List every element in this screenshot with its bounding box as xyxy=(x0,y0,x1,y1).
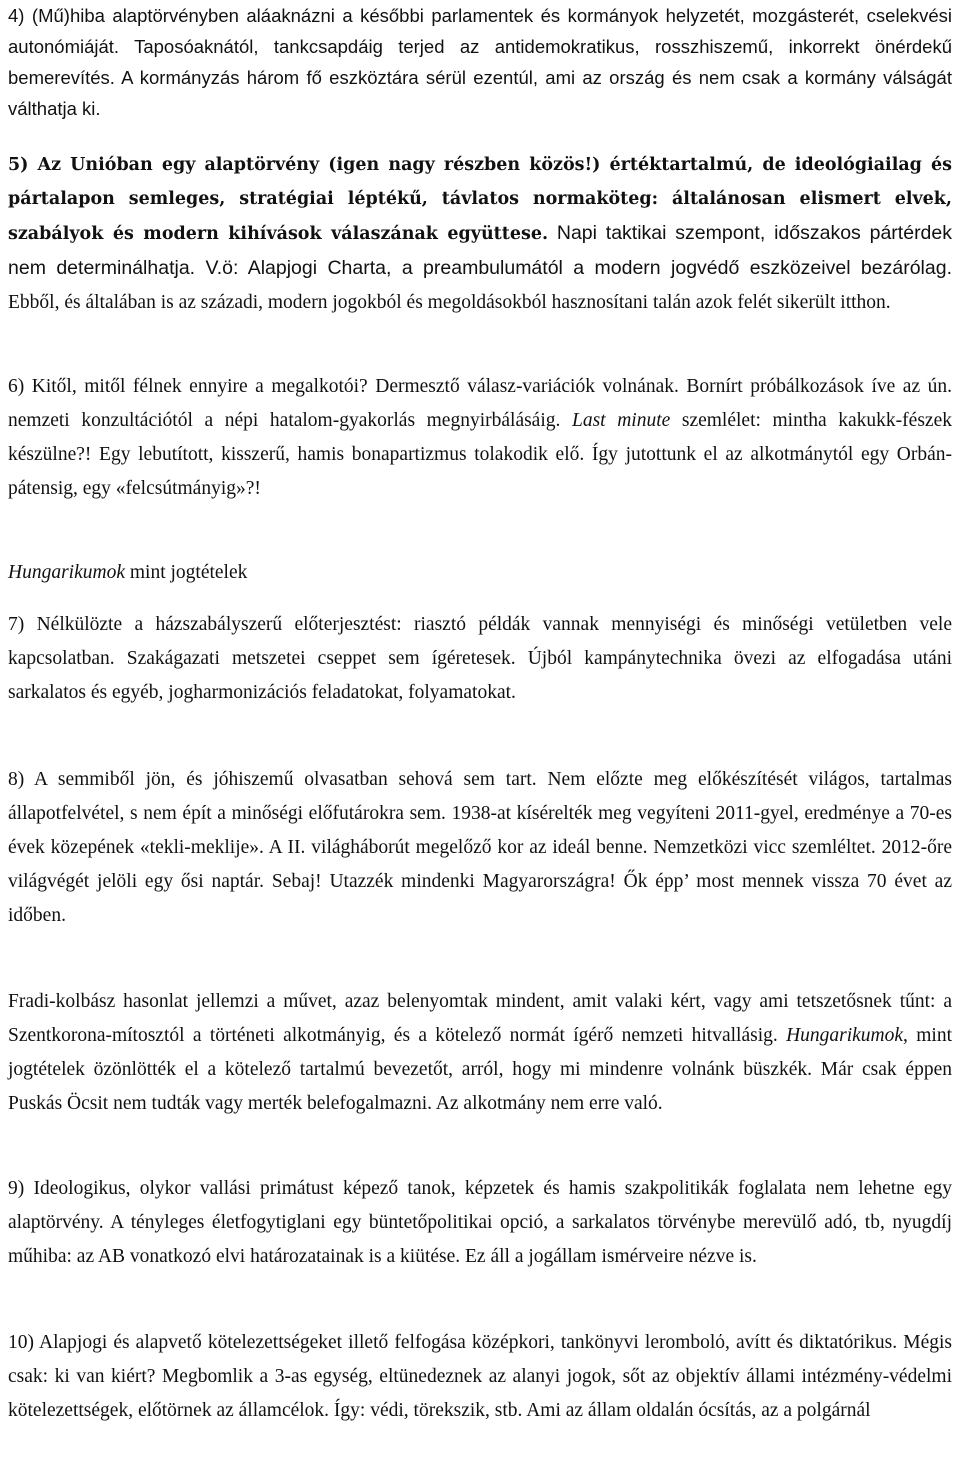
paragraph-7: 7) Nélkülözte a házszabályszerű előterjesztést: riasztó példák vannak mennyiségi és minőségi vetületben vele kapcsolatban. Szakágazati metszetei cseppet sem ígéretesek. Újból kampánytechnika övezi az elfogadása utáni sarkalatos és egyéb, jogharmonizációs feladatokat, folyamatokat. xyxy=(8,614,952,703)
paragraph-8: 8) A semmiből jön, és jóhiszemű olvasatban sehová sem tart. Nem előzte meg előkészítését világos, tartalmas állapotfelvétel, s nem épít a minőségi előfutárokra sem. 1938-at kísérelték meg vegyíteni 2011-gyel, eredménye a 70-es évek közepének «tekli-meklije». A II. világháborút megelőző kor az ideál benne. Nemzetközi vicc szemléltet. 2012-őre világvégét jelöli egy ősi naptár. Sebaj! Utazzék mindenki Magyarországra! Ők épp’ most mennek vissza 70 évet az időben. xyxy=(8,769,952,926)
section-heading-hungarikumok xyxy=(8,556,952,590)
paragraph-6 xyxy=(8,370,952,506)
paragraph-5-rest: Napi taktikai szempont, időszakos pártérdek nem determinálhatja. V.ö: Alapjogi Charta, a preambulumától a modern jogvédő eszközeivel bezárólag. xyxy=(8,222,952,279)
heading-italic: Hungarikumok xyxy=(8,562,125,583)
paragraph-5-bold: 5) Az Unióban egy alaptörvény (igen nagy részben közös!) értéktartalmú, de ideológiailag és pártalapon semleges, stratégiai léptékű, távlatos normaköteg: általánosan elismert elvek, szabályok és modern kihívások válaszának együttese. xyxy=(8,155,952,244)
paragraph-fradi-b: , mint jogtételek özönlötték el a kötelező tartalmú bevezetőt, arról, hogy mi mindenre volnánk büszkék. Már csak éppen Puskás Öcsit nem tudták vagy merték belefogalmazni. Az alkotmány nem erre való. xyxy=(8,1025,952,1114)
paragraph-5-serif: Ebből, és általában is az századi, modern jogokból és megoldásokból hasznosítani talán azok felét sikerült itthon. xyxy=(8,292,891,313)
paragraph-9: 9) Ideologikus, olykor vallási primátust képező tanok, képzetek és hamis szakpolitikák foglalata nem lehetne egy alaptörvény. A tényleges életfogytiglani egy büntetőpolitikai opció, a sarkalatos törvénybe merevülő adó, tb, nyugdíj műhiba: az AB vonatkozó elvi határozatainak is a kiütése. Ez áll a jogállam ismérveire nézve is. xyxy=(8,1178,952,1267)
paragraph-6-b: szemlélet: mintha kakukk-fészek készülne?! Egy lebutított, kisszerű, hamis bonapartizmus tolakodik elő. Így jutottunk el az alkotmánytól egy Orbán-pátensig, egy «felcsútmányig»?! xyxy=(8,410,952,499)
paragraph-fradi-a: Fradi-kolbász hasonlat jellemzi a művet, azaz belenyomtak mindent, amit valaki kért, vagy ami tetszetősnek tűnt: a Szentkorona-mítosztól a történeti alkotmányig, és a kötelező normát ígérő nemzeti hitvallásig. xyxy=(8,991,952,1046)
paragraph-10: 10) Alapjogi és alapvető kötelezettségeket illető felfogása középkori, tankönyvi lerombolό, avítt és diktatórikus. Mégis csak: ki van kiért? Megbomlik a 3-as egység, eltünedeznek az alanyi jogok, sőt az objektív állami intézmény-védelmi kötelezettségek, előtörnek az államcélok. Így: védi, törekszik, stb. Ami az állam oldalán ócsítás, az a polgárnál xyxy=(8,1332,952,1421)
paragraph-5 xyxy=(8,148,952,320)
paragraph-fradi-italic: Hungarikumok xyxy=(786,1025,904,1046)
paragraph-4: 4) (Mű)hiba alaptörvényben aláaknázni a későbbi parlamentek és kormányok helyzetét, mozgásterét, cselekvési autonómiáját. Taposóaknától, tankcsapdáig terjed az antidemokratikus, rosszhiszemű, inkorrekt önérdekű bemerevítés. A kormányzás három fő eszköztára sérül ezentúl, ami az ország és nem csak a kormány válságát válthatja ki. xyxy=(8,5,952,119)
paragraph-fradi xyxy=(8,985,952,1121)
paragraph-6-a: 6) Kitől, mitől félnek ennyire a megalkotói? Dermesztő válasz-variációk volnának. Bornírt próbálkozások íve az ún. nemzeti konzultációtól a népi hatalom-gyakorlás megnyirbálásáig. xyxy=(8,376,952,431)
paragraph-6-italic: Last minute xyxy=(571,410,671,431)
heading-rest: mint jogtételek xyxy=(124,562,248,583)
